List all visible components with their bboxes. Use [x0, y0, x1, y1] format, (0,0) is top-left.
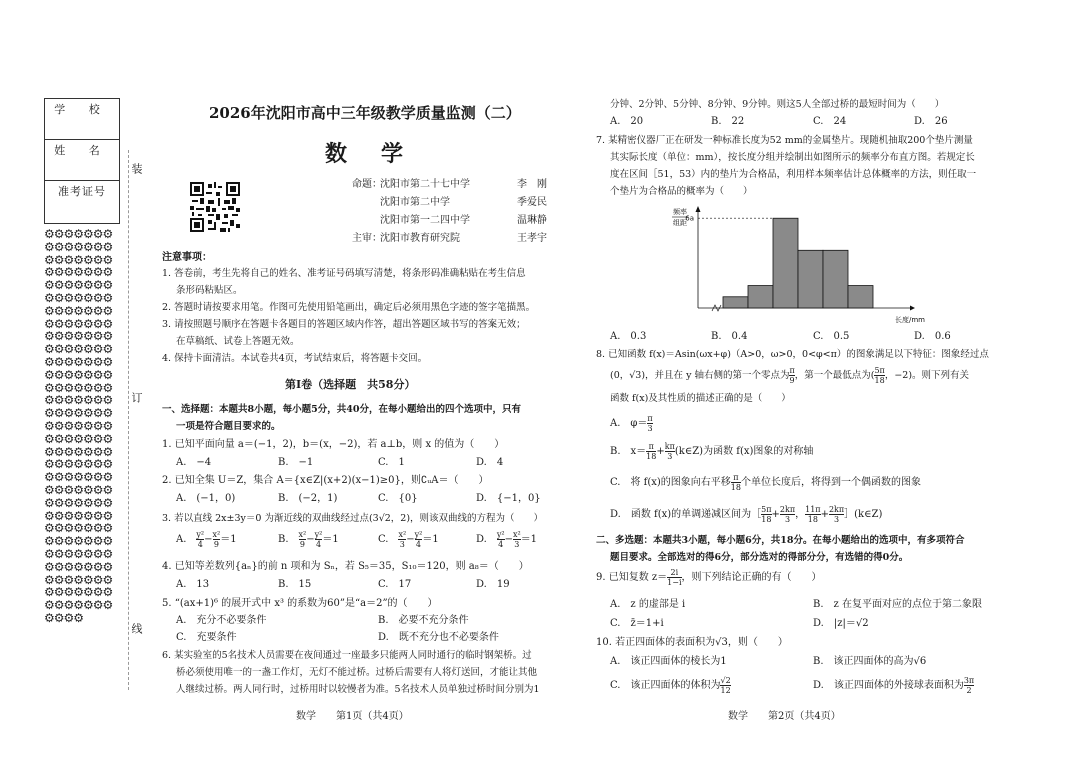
q1-option-a[interactable]: A. −4	[176, 457, 212, 468]
q4-option-c[interactable]: C. 17	[378, 579, 412, 590]
author-person: 温琳静	[517, 215, 547, 226]
question-3-stem: 3. 若以直线 2x±3y＝0 为渐近线的双曲线经过点(3√2，2)，则该双曲线的方程为（ ）	[162, 513, 544, 524]
notice-line: 3. 请按照题号顺序在答题卡各题目的答题区域内作答，超出答题区域书写的答案无效；	[162, 319, 526, 330]
histogram-bar	[723, 297, 748, 308]
exam-title: 2026年沈阳市高中三年级教学质量监测（二）	[209, 104, 521, 122]
question-7-line: 其实际长度（单位：mm），按长度分组并绘制出如图所示的频率分布直方图。若规定长	[610, 152, 975, 163]
notice-title: 注意事项：	[162, 252, 212, 263]
author-role: 命题：	[352, 179, 382, 190]
qr-code-icon	[190, 182, 240, 232]
author-role: 主审：	[352, 233, 382, 244]
subject-title: 数 学	[325, 141, 410, 167]
notice-line: 4. 保持卡面清洁。本试卷共4页，考试结束后，将答题卡交回。	[162, 353, 428, 364]
question-5-stem: 5. “(ax+1)⁶ 的展开式中 x³ 的系数为60”是“a＝2”的（ ）	[162, 598, 438, 609]
name-field[interactable]: 姓 名	[45, 140, 119, 181]
q10-option-c[interactable]: C. 该正四面体的体积为 $\frac{√2}{12}$	[610, 676, 731, 695]
histogram-bar	[798, 250, 823, 308]
histogram-bar	[773, 218, 798, 308]
author-person: 季爱民	[517, 197, 547, 208]
q10-option-d[interactable]: D. 该正四面体的外接球表面积为 $\frac{3\pi}{2}$	[813, 676, 975, 695]
author-org: 沈阳市第二十七中学	[380, 179, 470, 190]
q4-option-a[interactable]: A. 13	[176, 579, 210, 590]
q6-option-c[interactable]: C. 24	[813, 116, 847, 127]
q8-option-a[interactable]: A. φ＝ $\frac{\pi}{3}$	[610, 414, 653, 433]
footer-page-left: 数学 第1页（共4页）	[296, 711, 409, 722]
q10-option-a[interactable]: A. 该正四面体的棱长为1	[610, 656, 727, 667]
binding-mark-ding: 订	[130, 392, 143, 403]
author-person: 王孝宇	[517, 233, 547, 244]
decorative-gear-strip: ⚙⚙⚙⚙⚙⚙⚙⚙⚙⚙⚙⚙⚙⚙⚙⚙⚙⚙⚙⚙⚙⚙⚙⚙⚙⚙⚙⚙⚙⚙⚙⚙⚙⚙⚙⚙⚙⚙⚙⚙⚙⚙⚙⚙⚙⚙⚙⚙⚙⚙⚙⚙⚙⚙⚙⚙⚙⚙⚙⚙⚙⚙⚙⚙⚙⚙⚙⚙⚙⚙⚙⚙⚙⚙⚙⚙⚙⚙⚙⚙⚙⚙⚙⚙⚙⚙⚙⚙⚙⚙⚙⚙⚙⚙⚙⚙⚙⚙⚙⚙⚙⚙⚙⚙⚙⚙⚙⚙⚙⚙⚙⚙⚙⚙⚙⚙⚙⚙⚙⚙⚙⚙⚙⚙⚙⚙⚙⚙⚙⚙⚙⚙⚙⚙⚙⚙⚙⚙⚙⚙⚙⚙⚙⚙⚙⚙⚙⚙⚙⚙⚙⚙⚙⚙⚙⚙⚙⚙⚙⚙⚙⚙⚙⚙⚙⚙⚙⚙⚙⚙⚙⚙⚙⚙⚙⚙⚙⚙⚙⚙⚙⚙⚙⚙⚙⚙⚙⚙⚙⚙⚙⚙⚙⚙⚙⚙⚙⚙⚙⚙⚙⚙⚙⚙⚙⚙⚙⚙⚙⚙⚙⚙⚙⚙	[44, 227, 113, 625]
footer-page-right: 数学 第2页（共4页）	[728, 711, 841, 722]
q7-option-b[interactable]: B. 0.4	[711, 331, 748, 342]
frequency-histogram	[660, 202, 925, 328]
q3-option-b[interactable]: B. $\frac{\text{x²}}{9}$ − $\frac{\text{y²}}{4}$ ＝1	[278, 530, 339, 549]
q4-option-b[interactable]: B. 15	[278, 579, 312, 590]
school-field[interactable]: 学 校	[45, 99, 119, 140]
section1-heading: 一项是符合题目要求的。	[176, 421, 281, 432]
section2-heading: 题目要求。全部选对的得6分，部分选对的得部分分，有选错的得0分。	[610, 552, 909, 563]
q6-option-b[interactable]: B. 22	[711, 116, 745, 127]
y-axis-label: 频率	[673, 208, 687, 216]
question-2-stem: 2. 已知全集 U＝Z，集合 A＝{x∈Z|(x+2)(x−1)≥0}，则∁ᵤA＝（ ）	[162, 475, 489, 486]
q5-option-b[interactable]: B. 必要不充分条件	[378, 615, 469, 626]
x-axis-arrow-icon	[910, 306, 915, 311]
exam-id-field[interactable]: 准考证号	[58, 185, 106, 198]
q3-option-c[interactable]: C. $\frac{\text{x²}}{3}$ − $\frac{\text{y²}}{4}$ ＝1	[378, 530, 439, 549]
question-7-line: 个垫片为合格品的概率为（ ）	[610, 186, 753, 197]
question-8-line: 8. 已知函数 f(x)＝Asin(ωx+φ)（A>0，ω>0，0<φ<π）的图象满足以下特征：图象经过点	[596, 349, 989, 360]
q7-option-a[interactable]: A. 0.3	[610, 331, 647, 342]
histogram-bar	[823, 250, 848, 308]
notice-line: 1. 答卷前，考生先将自己的姓名、准考证号码填写清楚，将条形码准确粘贴在考生信息	[162, 268, 526, 279]
question-7-line: 7. 某精密仪器厂正在研发一种标准长度为52 mm的金属垫片。现随机抽取200个垫片测量	[596, 135, 973, 146]
q3-option-d[interactable]: D. $\frac{\text{y²}}{4}$ − $\frac{\text{x²}}{3}$ ＝1	[476, 530, 538, 549]
q1-option-b[interactable]: B. −1	[278, 457, 314, 468]
q8-option-c[interactable]: C. 将 f(x)的图象向右平移 $\frac{\pi}{18}$ 个单位长度后，将得到一个偶函数的图象	[610, 473, 921, 492]
question-8-line: (0，√3)，并且在 y 轴右侧的第一个零点为 $\frac{\pi}{9}$ ，第一个最低点为( $\frac{5\pi}{18}$ ，−2)。则下列有关	[610, 366, 970, 385]
question-9-stem: 9. 已知复数 z＝ $\frac{2i}{1-i}$ ，则下列结论正确的有（ ）	[596, 568, 822, 587]
question-6-line: 6. 某实验室的5名技术人员需要在夜间通过一座最多只能两人同时通行的临时钢架桥。过	[162, 650, 532, 661]
author-org: 沈阳市第一二四中学	[380, 215, 470, 226]
part1-title: 第Ⅰ卷（选择题 共58分）	[285, 378, 416, 391]
author-org: 沈阳市第二中学	[380, 197, 450, 208]
q7-option-c[interactable]: C. 0.5	[813, 331, 850, 342]
author-person: 李 刚	[517, 179, 547, 190]
q10-option-b[interactable]: B. 该正四面体的高为√6	[813, 656, 927, 667]
histogram-bar	[848, 286, 873, 308]
notice-line: 2. 答题时请按要求用笔。作图可先使用铅笔画出，确定后必须用黑色字迹的签字笔描黑。	[162, 302, 536, 313]
q2-option-b[interactable]: B. (−2，1)	[278, 493, 338, 504]
section1-heading: 一、选择题：本题共8小题，每小题5分，共40分，在每小题给出的四个选项中，只有	[162, 404, 521, 415]
question-10-stem: 10. 若正四面体的表面积为√3，则（ ）	[596, 637, 788, 648]
question-7-line: 度在区间［51，53）内的垫片为合格品，利用样本频率估计总体概率的方法，则任取一	[610, 169, 977, 180]
q1-option-d[interactable]: D. 4	[476, 457, 504, 468]
binding-mark-zhuang: 装	[130, 163, 143, 174]
notice-line: 条形码粘贴区。	[176, 285, 243, 296]
histogram-bar	[748, 286, 773, 308]
q9-option-b[interactable]: B. z 在复平面对应的点位于第二象限	[813, 599, 982, 610]
q5-option-a[interactable]: A. 充分不必要条件	[176, 615, 267, 626]
question-6-line: 桥必须使用唯一的一盏工作灯，无灯不能过桥。过桥后需要有人将灯送回，才能让其他	[176, 667, 538, 678]
q1-option-c[interactable]: C. 1	[378, 457, 405, 468]
q8-option-b[interactable]: B. x＝ $\frac{\pi}{18}$ + $\frac{k\pi}{3}$ (k∈Z)为函数 f(x)图象的对称轴	[610, 442, 814, 461]
q2-option-c[interactable]: C. {0}	[378, 493, 418, 504]
q2-option-d[interactable]: D. {−1，0}	[476, 493, 541, 504]
author-org: 沈阳市教育研究院	[380, 233, 460, 244]
y-axis-arrow-icon	[696, 206, 701, 212]
y-tick-label: 6a	[685, 214, 694, 223]
question-6-line: 分钟、2分钟、5分钟、8分钟、9分钟。则这5人全部过桥的最短时间为（ ）	[610, 99, 945, 110]
x-axis-label: 长度/mm	[895, 316, 925, 324]
question-4-stem: 4. 已知等差数列{aₙ}的前 n 项和为 Sₙ，若 S₅＝35，S₁₀＝120，则 a₈＝（ ）	[162, 561, 529, 572]
q9-option-d[interactable]: D. |z|＝√2	[813, 618, 869, 629]
axis-break-icon	[712, 305, 721, 311]
q9-option-a[interactable]: A. z 的虚部是 i	[610, 599, 686, 610]
notice-line: 在草稿纸、试卷上答题无效。	[176, 336, 300, 347]
y-axis-label: 组距	[673, 219, 687, 227]
q6-option-d[interactable]: D. 26	[914, 116, 948, 127]
q6-option-a[interactable]: A. 20	[610, 116, 644, 127]
q5-option-c[interactable]: C. 充要条件	[176, 632, 237, 643]
q3-option-a[interactable]: A. $\frac{\text{y²}}{4}$ − $\frac{\text{x²}}{9}$ ＝1	[176, 530, 237, 549]
q9-option-c[interactable]: C. z̄＝1+i	[610, 618, 664, 629]
section2-heading: 二、多选题：本题共3小题，每小题6分，共18分。在每小题给出的选项中，有多项符合	[596, 535, 965, 546]
q2-option-a[interactable]: A. (−1，0)	[176, 493, 236, 504]
student-info-box	[44, 98, 120, 224]
q8-option-d[interactable]: D. 函数 f(x)的单调递减区间为［ $\frac{5\pi}{18}$ + $\frac{2k\pi}{3}$ ， $\frac{11\pi}{18}$ + $\frac{2k\pi}{3}$ ］(k∈Z)	[610, 505, 883, 524]
q4-option-d[interactable]: D. 19	[476, 579, 510, 590]
question-1-stem: 1. 已知平面向量 a＝(−1，2)，b＝(x，−2)，若 a⊥b，则 x 的值为（ ）	[162, 439, 505, 450]
q5-option-d[interactable]: D. 既不充分也不必要条件	[378, 632, 499, 643]
question-8-line: 函数 f(x)及其性质的描述正确的是（ ）	[610, 393, 791, 404]
binding-line	[128, 150, 129, 690]
binding-mark-xian: 线	[130, 623, 143, 634]
q7-option-d[interactable]: D. 0.6	[914, 331, 951, 342]
question-6-line: 人继续过桥。两人同行时，过桥用时以较慢者为准。5名技术人员单独过桥时间分别为1	[176, 684, 540, 695]
